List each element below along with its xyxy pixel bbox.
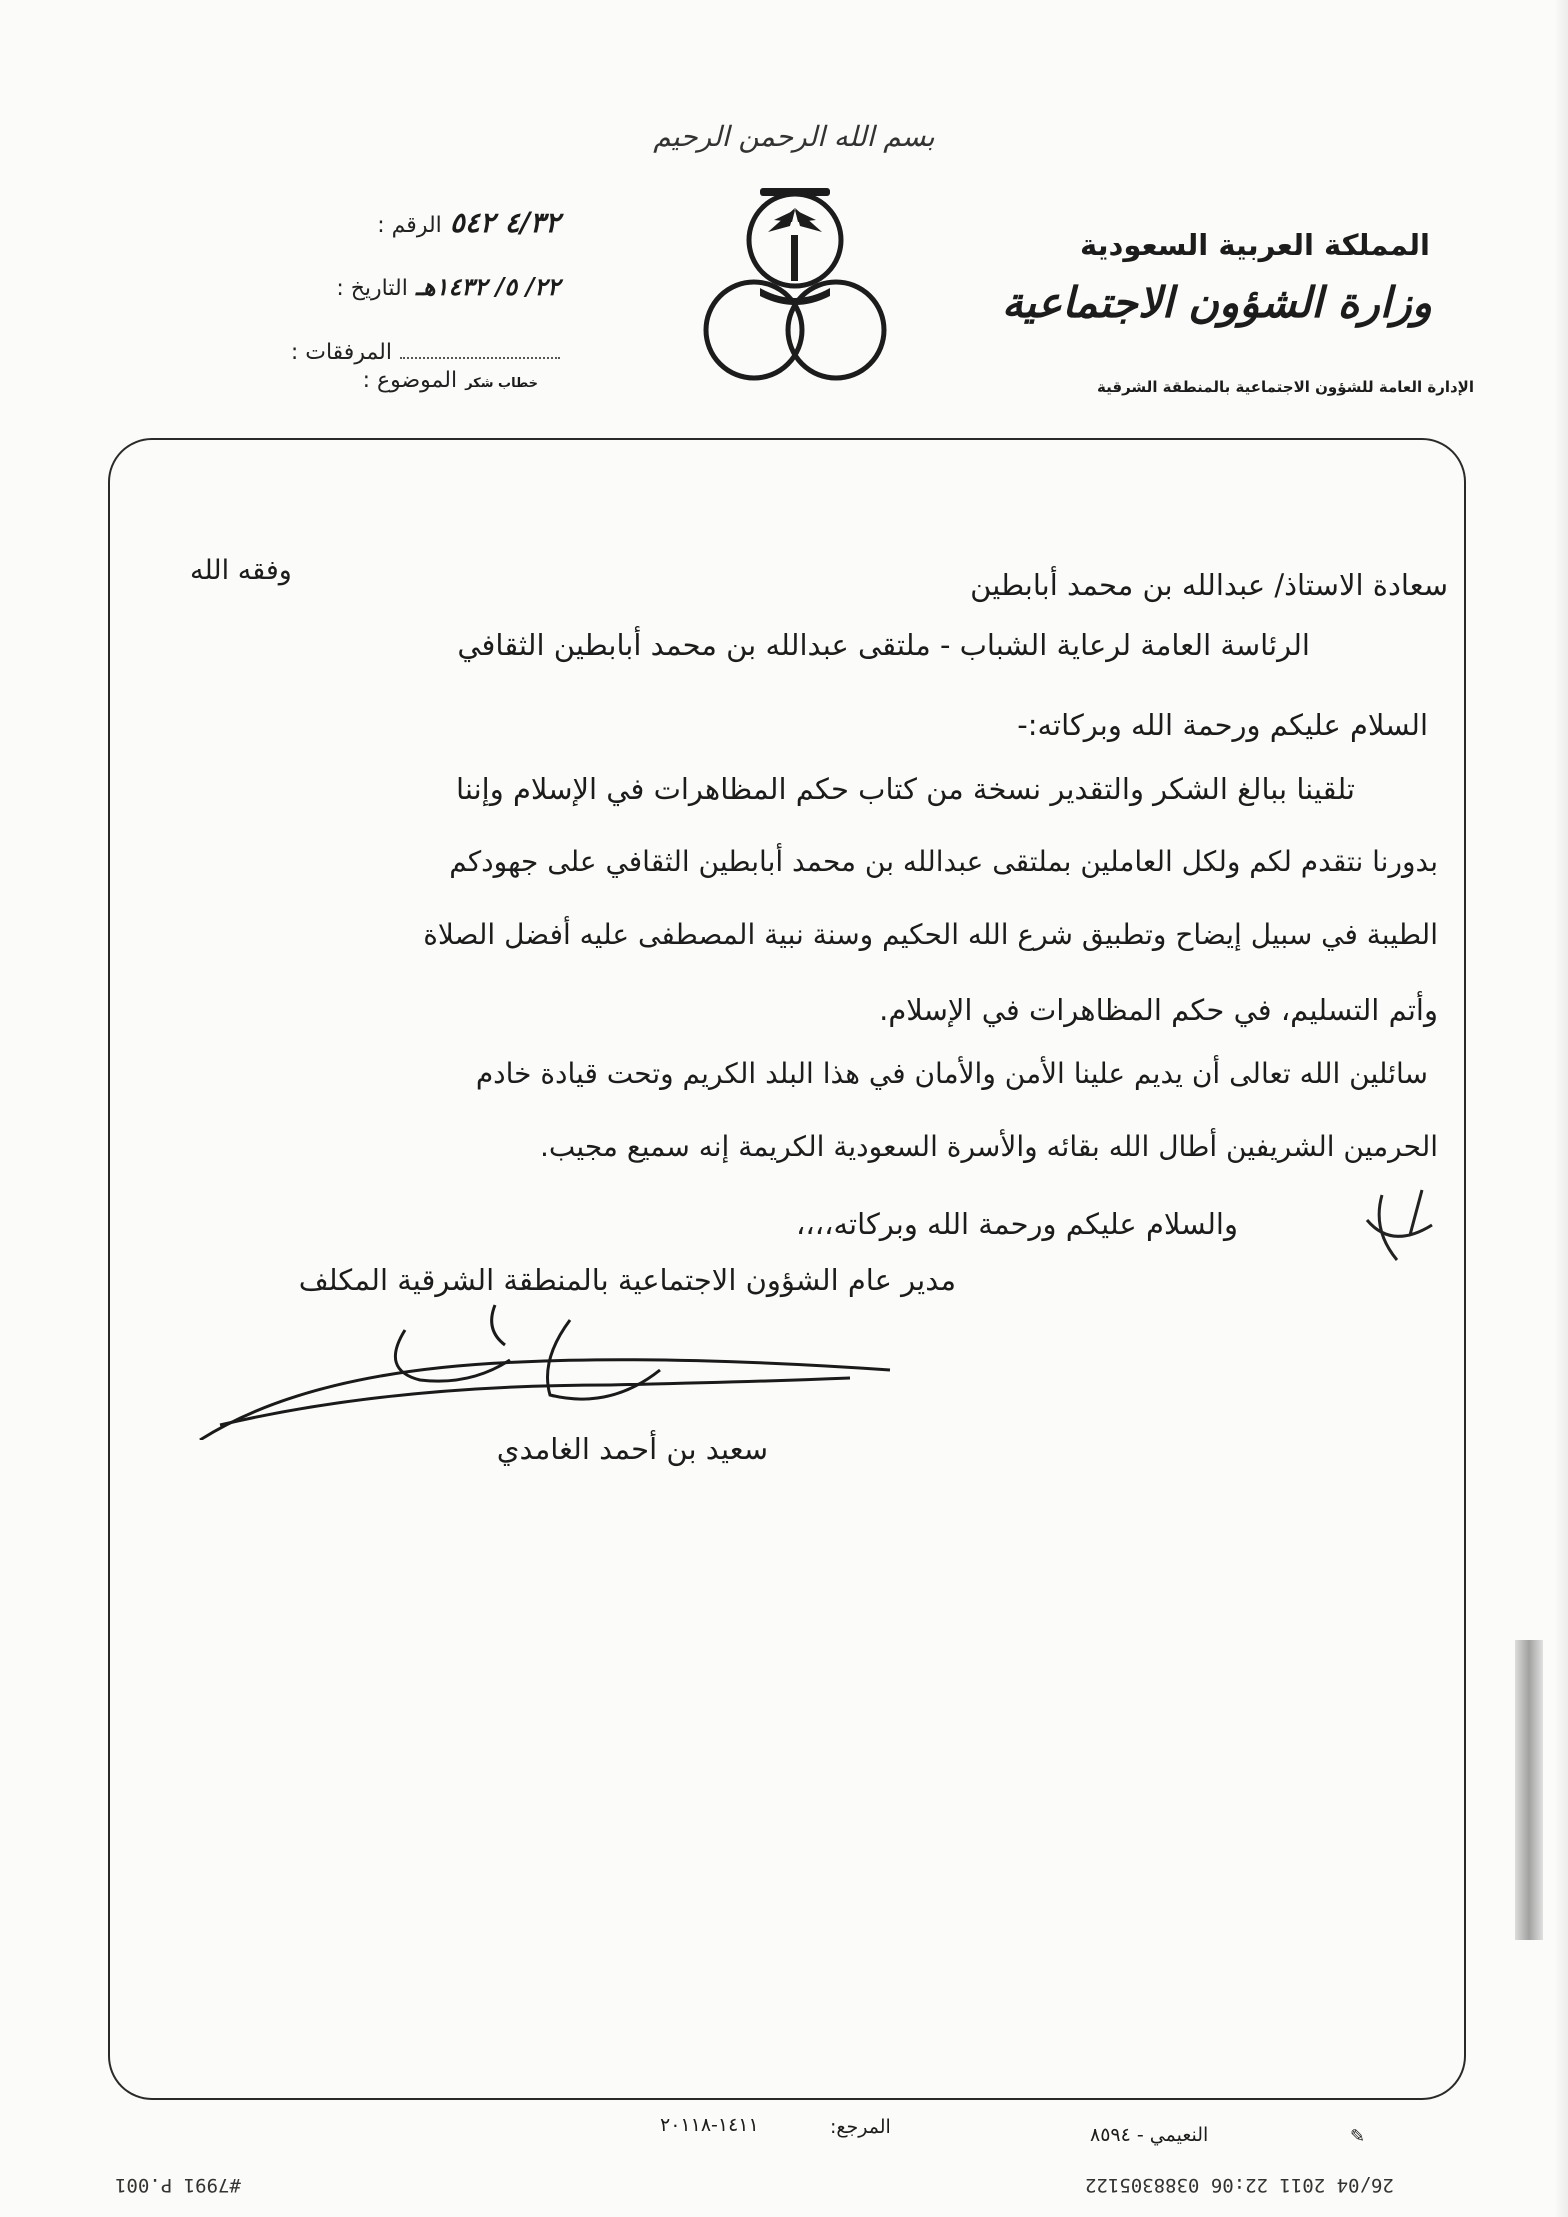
body-line-1: تلقينا ببالغ الشكر والتقدير نسخة من كتاب حكم المظاهرات في الإسلام وإننا <box>456 772 1355 806</box>
attachments-blank <box>400 357 560 359</box>
closing: والسلام عليكم ورحمة الله وبركاته،،،، <box>796 1207 1238 1241</box>
footer-mark: ✎ <box>1350 2126 1366 2147</box>
subject-row <box>363 368 560 393</box>
footer-sender-code: النعيمي - ٨٥٩٤ <box>1090 2124 1209 2146</box>
reference-date-label: التاريخ : <box>336 276 408 301</box>
ministry-name: وزارة الشؤون الاجتماعية <box>1001 278 1432 327</box>
kingdom-name: المملكة العربية السعودية <box>1080 228 1430 262</box>
subject-value: خطاب شكر <box>465 376 538 391</box>
salutation: السلام عليكم ورحمة الله وبركاته:- <box>1017 708 1428 742</box>
reference-number-row <box>377 206 560 239</box>
body-line-3: الطيبة في سبيل إيضاح وتطبيق شرع الله الحكيم وسنة نبية المصطفى عليه أفضل الصلاة <box>423 918 1438 951</box>
ministry-emblem-icon <box>690 180 900 410</box>
fax-line-right <box>1085 2174 1394 2196</box>
fax-line-right-text: 26/04 2011 22:06 0388305122 <box>1085 2174 1394 2196</box>
addressee: سعادة الاستاذ/ عبدالله بن محمد أبابطين <box>970 568 1448 602</box>
fax-line-left <box>115 2174 241 2196</box>
scan-artifact-bar <box>1515 1640 1543 1940</box>
reference-date-row <box>336 272 560 301</box>
basmala: بسم الله الرحمن الرحيم <box>653 120 935 153</box>
footer-ref-label: المرجع: <box>830 2116 891 2138</box>
initial-mark-icon <box>1352 1180 1442 1270</box>
body-line-6: الحرمين الشريفين أطال الله بقائه والأسرة السعودية الكريمة إنه سميع مجيب. <box>540 1130 1438 1163</box>
attachments-label: المرفقات : <box>290 340 392 365</box>
signatory-title: مدير عام الشؤون الاجتماعية بالمنطقة الشرقية المكلف <box>298 1263 956 1297</box>
subject-label: الموضوع : <box>362 368 458 393</box>
signatory-name: سعيد بن أحمد الغامدي <box>496 1432 768 1466</box>
signature-icon <box>190 1300 910 1440</box>
footer-ref-value: ١٤١١-٢٠١١٨ <box>660 2114 759 2136</box>
body-line-5: سائلين الله تعالى أن يديم علينا الأمن والأمان في هذا البلد الكريم وتحت قيادة خادم <box>475 1057 1428 1090</box>
reference-number-label: الرقم : <box>377 213 442 238</box>
organization: الرئاسة العامة لرعاية الشباب - ملتقى عبدالله بن محمد أبابطين الثقافي <box>457 628 1310 662</box>
reference-date-value: ٢٢/ ٥/ ١٤٣٢هـ <box>415 272 560 301</box>
body-line-4: وأتم التسليم، في حكم المظاهرات في الإسلام. <box>879 993 1438 1027</box>
greeting-suffix: وفقه الله <box>190 555 292 586</box>
directorate-name: الإدارة العامة للشؤون الاجتماعية بالمنطقة الشرقية <box>1097 378 1474 396</box>
body-line-2: بدورنا نتقدم لكم ولكل العاملين بملتقى عبدالله بن محمد أبابطين الثقافي على جهودكم <box>449 845 1438 878</box>
reference-number-value: ٤/٣٢ ٥٤٢ <box>449 206 560 239</box>
scan-edge-shadow <box>1554 0 1568 2217</box>
attachments-row <box>291 340 560 365</box>
fax-line-left-text: #7991 P.001 <box>115 2174 241 2196</box>
